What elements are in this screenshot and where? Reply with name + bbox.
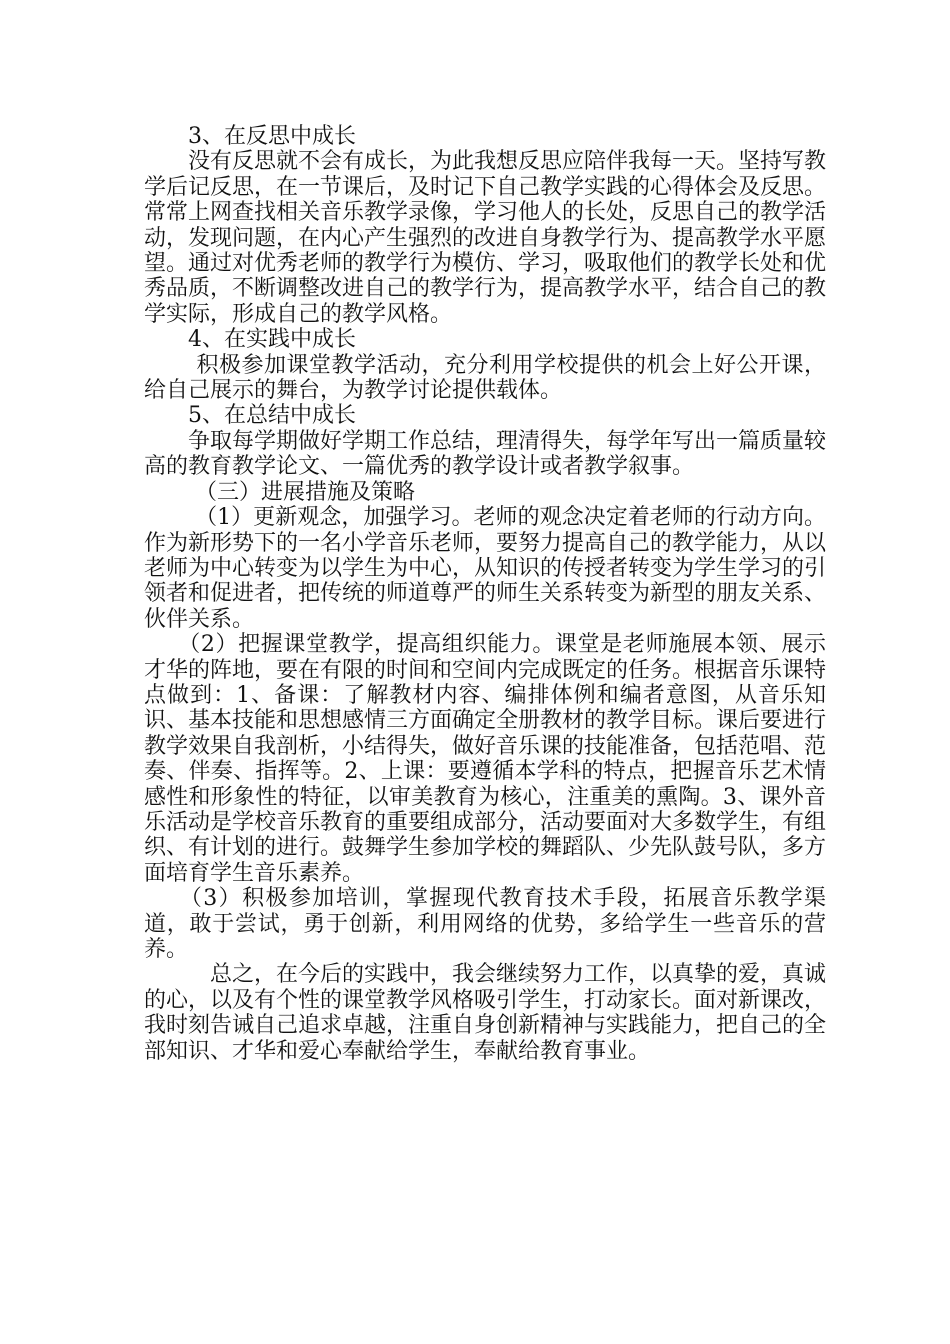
document-body — [144, 124, 826, 1064]
section-heading-reflection: 3、在反思中成长 — [144, 124, 356, 149]
paragraph-measure-3: （3）积极参加培训，掌握现代教育技术手段，拓展音乐教学渠道，敢于尝试，勇于创新，利用网络的优势，多给学生一些音乐的营养。 — [144, 886, 826, 962]
paragraph-practice: 积极参加课堂教学活动，充分利用学校提供的机会上好公开课，给自己展示的舞台，为教学讨论提供载体。 — [144, 352, 826, 404]
paragraph-measure-2: （2）把握课堂教学，提高组织能力。课堂是老师施展本领、展示才华的阵地，要在有限的时间和空间内完成既定的任务。根据音乐课特点做到：1、备课：了解教材内容、编排体例和编者意图，从音乐知识、基本技能和思想感情三方面确定全册教材的教学目标。课后要进行教学效果自我剖析，小结得失，做好音乐课的技能准备，包括范唱、范奏、伴奏、指挥等。2、上课：要遵循本学科的特点，把握音乐艺术情感性和形象性的特征，以审美教育为核心，注重美的熏陶。3、课外音乐活动是学校音乐教育的重要组成部分，活动要面对大多数学生，有组织、有计划的进行。鼓舞学生参加学校的舞蹈队、少先队鼓号队，多方面培育学生音乐素养。 — [144, 632, 827, 886]
paragraph-measure-1: （1）更新观念，加强学习。老师的观念决定着老师的行动方向。作为新形势下的一名小学音乐老师，要努力提高自己的教学能力，从以老师为中心转变为以学生为中心，从知识的传授者转变为学生学习的引领者和促进者，把传统的师道尊严的师生关系转变为新型的朋友关系、伙伴关系。 — [144, 505, 827, 632]
paragraph-conclusion: 总之，在今后的实践中，我会继续努力工作，以真挚的爱，真诚的心，以及有个性的课堂教学风格吸引学生，打动家长。面对新课改，我时刻告诫自己追求卓越，注重自身创新精神与实践能力，把自己的全部知识、才华和爱心奉献给学生，奉献给教育事业。 — [144, 962, 827, 1064]
paragraph-summary: 争取每学期做好学期工作总结，理清得失，每学年写出一篇质量较高的教育教学论文、一篇优秀的教学设计或者教学叙事。 — [144, 428, 827, 480]
paragraph-reflection: 没有反思就不会有成长，为此我想反思应陪伴我每一天。坚持写教学后记反思，在一节课后，及时记下自己教学实践的心得体会及反思。常常上网查找相关音乐教学录像，学习他人的长处，反思自己的教学活动，发现问题，在内心产生强烈的改进自身教学行为、提高教学水平愿望。通过对优秀老师的教学行为模仿、学习，吸取他们的教学长处和优秀品质，不断调整改进自己的教学行为，提高教学水平，结合自己的教学实际，形成自己的教学风格。 — [144, 149, 827, 327]
section-heading-summary: 5、在总结中成长 — [144, 403, 356, 429]
section-heading-practice: 4、在实践中成长 — [144, 327, 356, 353]
section-heading-measures: （三）进展措施及策略 — [144, 479, 415, 505]
